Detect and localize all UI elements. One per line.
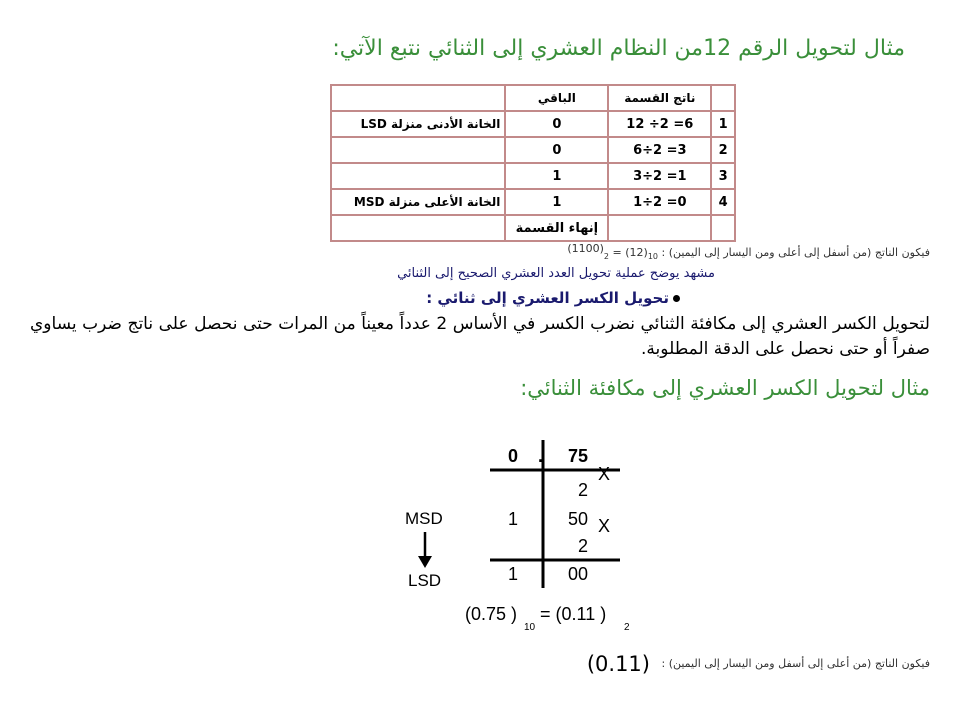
- row-remainder: 1: [505, 189, 608, 215]
- end-division-label: إنهاء القسمة: [505, 215, 608, 241]
- diagram-msd-label: MSD: [405, 509, 443, 528]
- row-label: [331, 137, 505, 163]
- header-empty-num: [711, 85, 735, 111]
- row-remainder: 1: [505, 163, 608, 189]
- down-arrow-icon: [418, 556, 432, 568]
- diagram-eq-lhs-base: 10: [524, 622, 536, 633]
- result2-value: (0.11): [586, 652, 650, 676]
- result1-prefix: فيكون الناتج (من أسفل إلى أعلى ومن اليسار إلى اليمين) :: [661, 246, 930, 259]
- table-row: [331, 111, 735, 137]
- scene-note: مشهد يوضح عملية تحويل العدد العشري الصحيح إلى الثنائي: [397, 266, 715, 281]
- table-row: [331, 137, 735, 163]
- row-number: 2: [711, 137, 735, 163]
- result1-rhs: (1100): [567, 242, 604, 255]
- row-remainder: 0: [505, 137, 608, 163]
- result1-rhs-base: 2: [603, 252, 609, 262]
- conversion-table: [330, 84, 736, 242]
- diagram-times-1: X: [598, 464, 611, 484]
- page-title: مثال لتحويل الرقم 12من النظام العشري إلى الثنائي نتبع الآتي:: [332, 36, 905, 61]
- diagram-int-0: 0: [508, 446, 519, 466]
- header-empty-label: [331, 85, 505, 111]
- row-label: الخانة الأدنى منزلة LSD: [331, 111, 505, 137]
- diagram-eq-rhs-base: 2: [624, 622, 630, 633]
- diagram-bot-fraction: 00: [568, 564, 589, 584]
- table-row: [331, 163, 735, 189]
- table-row-end: [331, 215, 735, 241]
- header-quotient: ناتج القسمة: [608, 85, 711, 111]
- diagram-top-fraction: 75: [568, 446, 589, 466]
- fraction-diagram: [400, 440, 640, 645]
- table-row: [331, 189, 735, 215]
- row-number: 3: [711, 163, 735, 189]
- integer-result-line: [567, 242, 930, 262]
- explanation-paragraph: لتحويل الكسر العشري إلى مكافئة الثنائي نضرب الكسر في الأساس 2 عدداً معيناً من المرات حتى نحصل على ناتج ضرب يساوي صفراً أو حتى نحصل على الدقة المطلوبة.: [30, 314, 930, 359]
- fraction-heading: [426, 289, 680, 307]
- result2-prefix: فيكون الناتج (من أعلى إلى أسفل ومن اليسار إلى اليمين) :: [661, 657, 930, 670]
- diagram-dot: .: [538, 446, 544, 466]
- row-number-empty: [711, 215, 735, 241]
- diagram-times-2: X: [598, 516, 611, 536]
- table-header-row: [331, 85, 735, 111]
- result1-equals: =: [612, 246, 622, 259]
- row-label-empty: [331, 215, 505, 241]
- row-quotient: 1÷2 =0: [608, 189, 711, 215]
- row-quotient: 6÷2 =3: [608, 137, 711, 163]
- row-remainder: 0: [505, 111, 608, 137]
- diagram-eq-rhs: = (0.11 ): [540, 604, 607, 624]
- result1-lhs: (12): [625, 246, 648, 259]
- row-number: 4: [711, 189, 735, 215]
- fraction-heading-text: تحويل الكسر العشري إلى ثنائي :: [426, 289, 669, 307]
- example2-heading: مثال لتحويل الكسر العشري إلى مكافئة الثنائي:: [520, 376, 930, 400]
- row-label: [331, 163, 505, 189]
- row-label: الخانة الأعلى منزلة MSD: [331, 189, 505, 215]
- diagram-mult-2: 2: [578, 536, 589, 556]
- row-number: 1: [711, 111, 735, 137]
- result1-equation: [567, 242, 658, 262]
- diagram-int-2: 1: [508, 564, 519, 584]
- diagram-eq-lhs: (0.75 ): [465, 604, 518, 624]
- row-quotient: 12 ÷2 =6: [608, 111, 711, 137]
- diagram-mult-1: 2: [578, 480, 589, 500]
- header-remainder: الباقي: [505, 85, 608, 111]
- bullet-icon: [673, 295, 680, 302]
- row-quotient-empty: [608, 215, 711, 241]
- diagram-mid-fraction: 50: [568, 509, 589, 529]
- fraction-result-line: [587, 652, 930, 676]
- diagram-lsd-label: LSD: [408, 571, 442, 590]
- row-quotient: 3÷2 =1: [608, 163, 711, 189]
- result1-lhs-base: 10: [647, 252, 658, 262]
- diagram-int-1: 1: [508, 509, 519, 529]
